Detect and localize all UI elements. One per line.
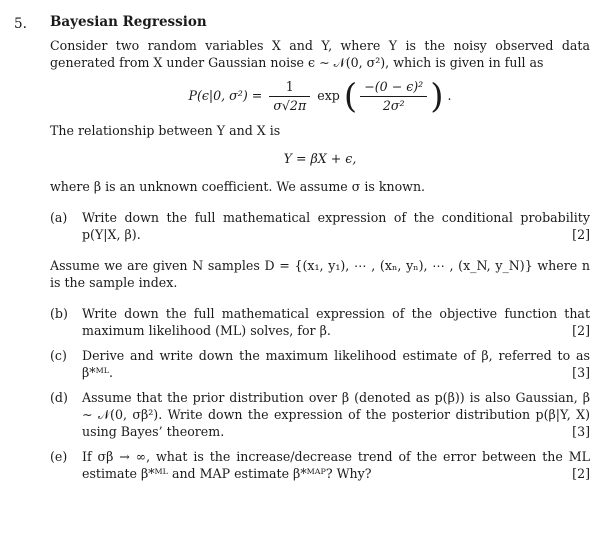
part-label: (c) [50,348,67,363]
part-label: (a) [50,210,68,225]
question-number: 5. [14,16,27,32]
question-title: Bayesian Regression [50,14,207,30]
density-exponent [360,79,427,114]
samples-text: Assume we are given N samples D = {(x₁, y₁), ⋯ , (xₙ, yₙ), ⋯ , (x_N, y_N)} where n is the sample index. [50,258,590,290]
intro-paragraph: Consider two random variables X and Y, where Y is the noisy observed data generated from X under Gaussian noise ϵ ∼ 𝒩(0, σ²), which is given in full as [50,38,590,70]
question-body [50,14,590,482]
part-label: (b) [50,306,68,321]
part-text: Assume that the prior distribution over β (denoted as p(β)) is also Gaussian, β ∼ 𝒩(0, σβ²). Write down the expression of the posterior distribution p(β|Y, X) using Bayes’ theorem. [82,390,590,439]
part-text: Write down the full mathematical expression of the conditional probability p(Y|X, β). [82,210,590,242]
left-paren-icon: ( [343,76,358,117]
part-marks: [2] [572,323,590,338]
exp-function: exp [317,88,340,103]
part-marks: [3] [572,365,590,380]
noise-density-equation [50,76,590,117]
part-text: If σβ → ∞, what is the increase/decrease trend of the error between the ML estimate β*ᴹᴸ and MAP estimate β*ᴹᴬᴾ? Why? [82,449,590,481]
part-b [50,305,590,339]
density-normalizer [269,79,310,114]
part-e [50,448,590,482]
part-d [50,389,590,440]
part-marks: [2] [572,466,590,481]
density-lhs: P(ϵ|0, σ²) = [188,88,263,103]
part-c [50,347,590,381]
right-paren-icon: ) [430,76,444,117]
density-normalizer-num: 1 [269,79,310,97]
assumption-text: where β is an unknown coefficient. We assume σ is known. [50,179,426,194]
part-a [50,209,590,243]
density-exponent-num: −(0 − ϵ)² [360,79,427,97]
density-exponent-den: 2σ² [382,98,405,113]
model-equation: Y = βX + ϵ, [283,151,357,166]
part-label: (d) [50,390,68,405]
density-period: . [447,88,452,103]
part-marks: [2] [572,227,590,242]
part-text: Derive and write down the maximum likelihood estimate of β, referred to as β*ᴹᴸ. [82,348,590,380]
relationship-text: The relationship between Y and X is [50,123,281,138]
density-normalizer-den: σ√2π [273,98,307,113]
part-marks: [3] [572,424,590,439]
part-label: (e) [50,449,68,464]
part-text: Write down the full mathematical expression of the objective function that maximum likelihood (ML) solves, for β. [82,306,590,338]
